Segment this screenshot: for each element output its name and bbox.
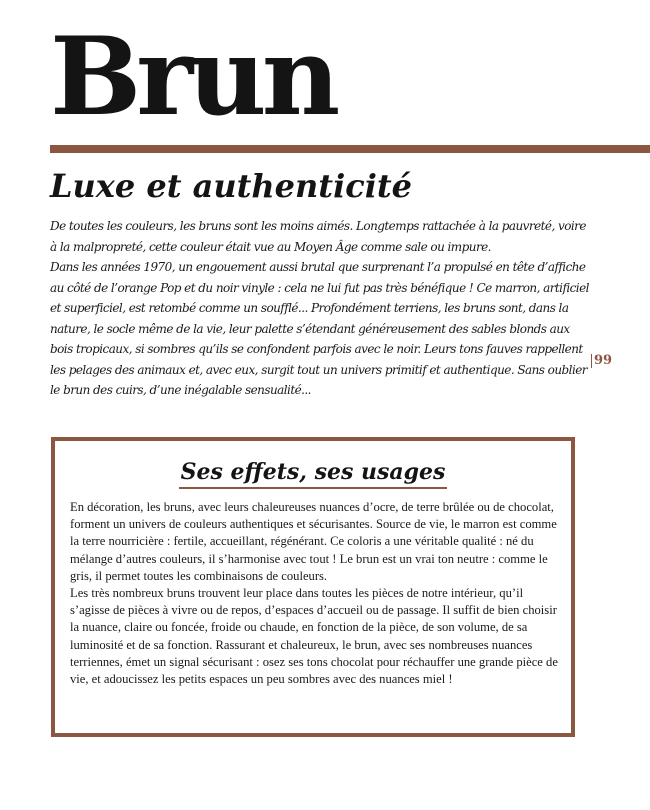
intro-text [50, 216, 590, 401]
intro-paragraph: Dans les années 1970, un engouement aussi brutal que surprenant l’a propulsé en tête d’affiche au côté de l’orange Pop et du noir vinyle : cela ne lui fut pas très bénéfique ! Ce marron, artificiel et superficiel, est retombé comme un soufflé... Profondément terriens, les bruns sont, dans la nature, le socle même de la vie, leur palette s’étendant généreusement des sables blonds aux bois tropicaux, si sombres qu’ils se confondent parfois avec le noir. Leurs tons fauves rappellent les pelages des animaux et, avec eux, surgit tout un univers primitif et authentique. Sans oublier le brun des cuirs, d’une inégalable sensualité... [50, 260, 589, 397]
box-paragraph: En décoration, les bruns, avec leurs chaleureuses nuances d’ocre, de terre brûlée ou de chocolat, forment un univers de couleurs authentiques et sécurisantes. Source de vie, le marron est comme la terre nourricière : fertile, accueillant, régénérant. Ce coloris a une véritable qualité : né du mélange d’autres couleurs, il s’harmonise avec tout ! Le brun est un vrai ton neutre : comme le gris, il permet toutes les combinaisons de couleurs. [70, 500, 557, 583]
page-number: 99 [591, 354, 612, 368]
box-body [70, 499, 564, 688]
box-title [55, 458, 571, 489]
usage-box [51, 437, 575, 737]
page-title: Brun [50, 14, 336, 140]
intro-paragraph: De toutes les couleurs, les bruns sont les moins aimés. Longtemps rattachée à la pauvreté, voire à la malpropreté, cette couleur était vue au Moyen Âge comme sale ou impure. [50, 219, 586, 254]
section-subtitle: Luxe et authenticité [50, 167, 413, 205]
box-title-text: Ses effets, ses usages [179, 458, 448, 489]
title-divider [50, 145, 650, 153]
box-paragraph: Les très nombreux bruns trouvent leur place dans toutes les pièces de notre intérieur, qu’il s’agisse de pièces à vivre ou de repos, d’espaces d’accueil ou de passage. Il suffit de bien choisir la nuance, claire ou foncée, froide ou chaude, en fonction de la pièce, de son volume, de sa luminosité et de sa fonction. Rassurant et chaleureux, le brun, avec ses nombreuses nuances terriennes, émet un signal sécurisant : osez ses tons chocolat pour réchauffer une grande pièce de vie, et adoucissez les petits espaces un peu sombres avec des nuances miel ! [70, 586, 558, 687]
